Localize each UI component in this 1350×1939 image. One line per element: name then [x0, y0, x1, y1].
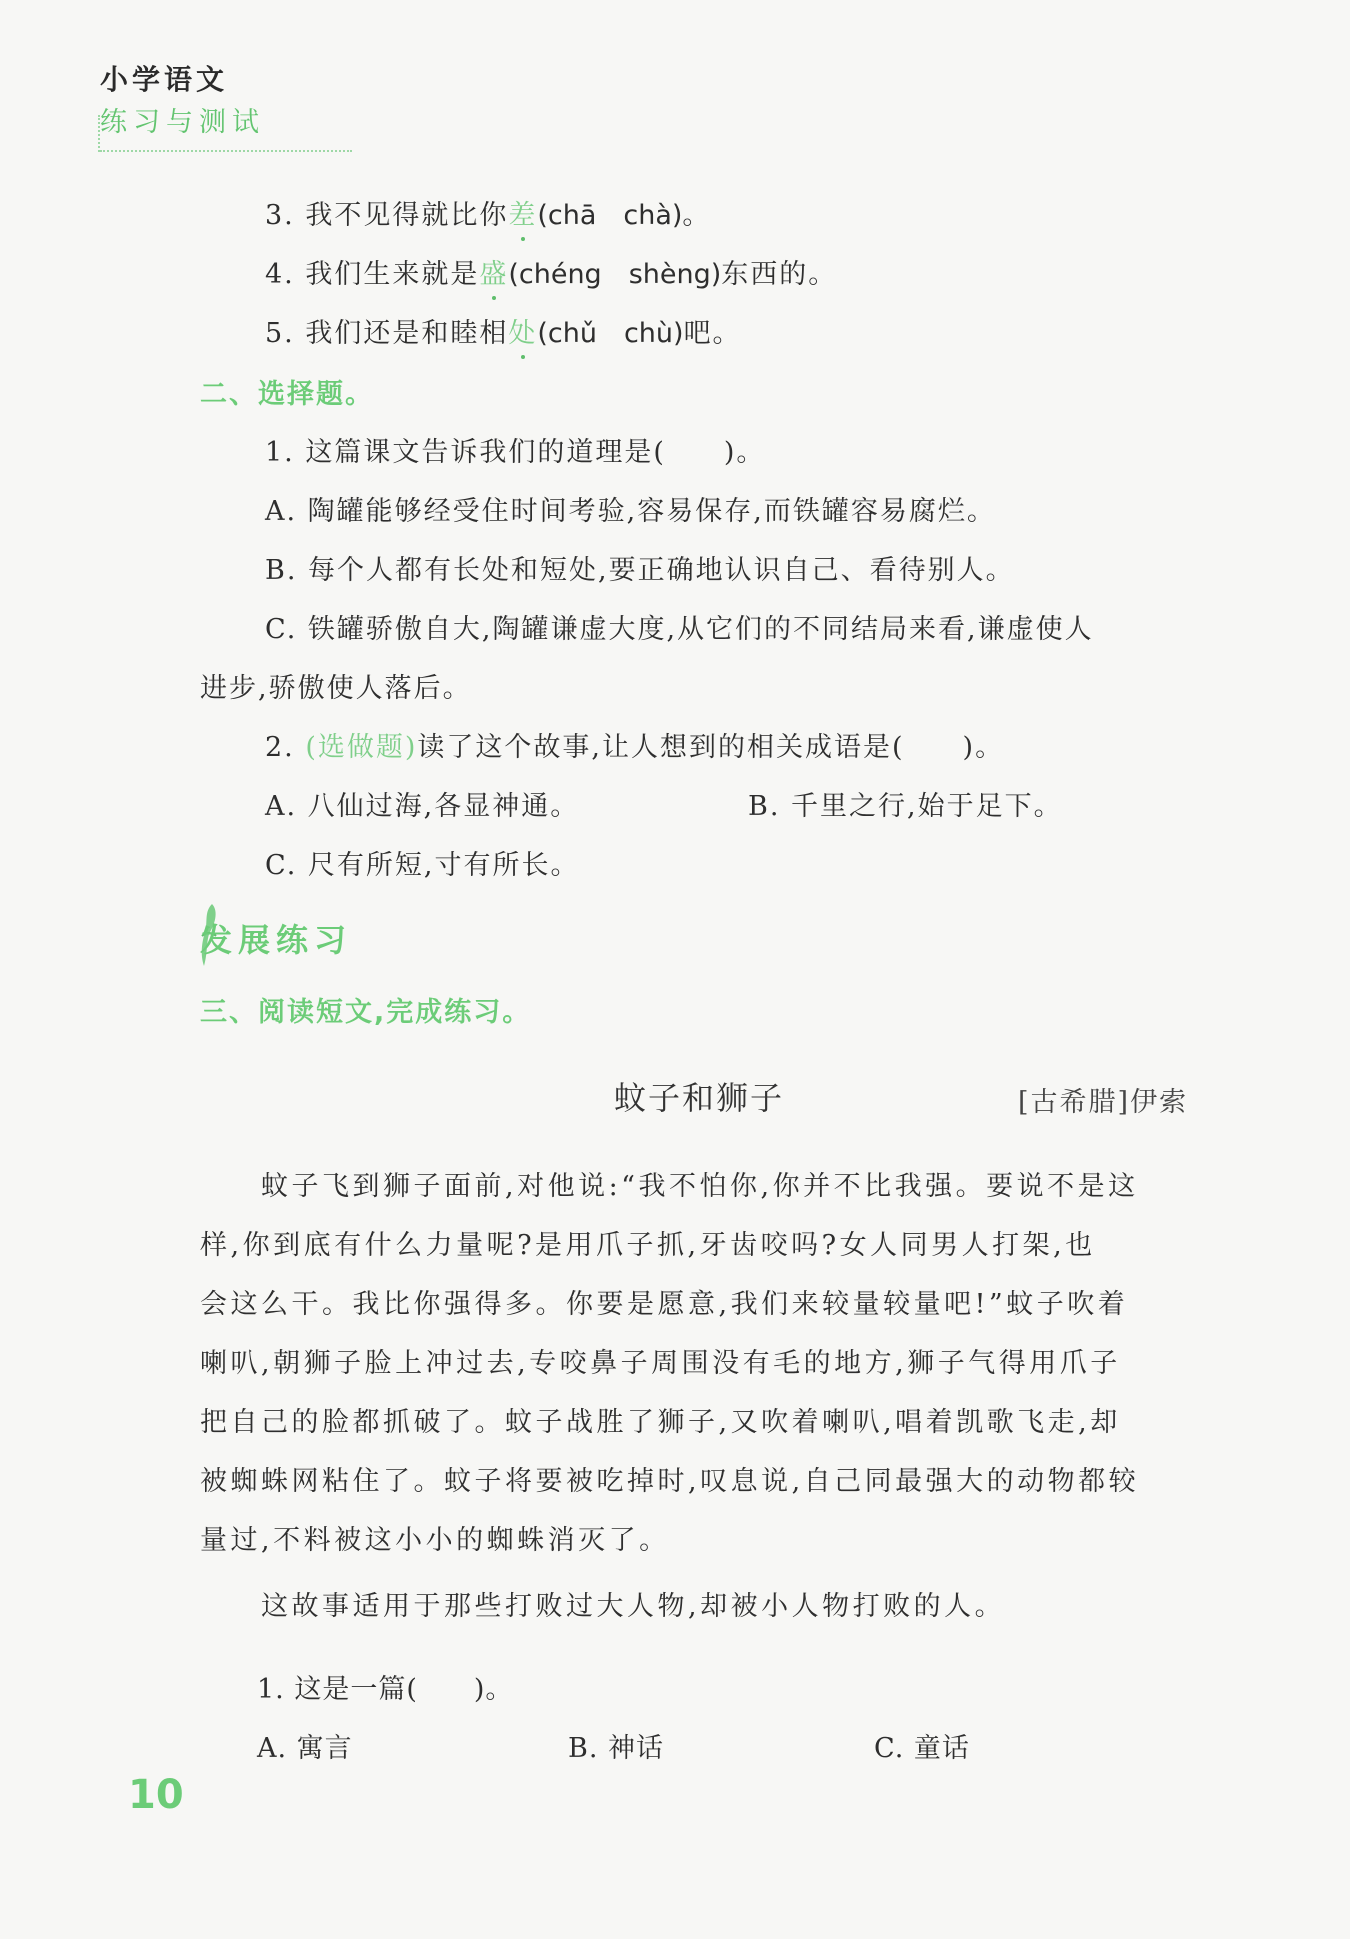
question-2-2-option-a: A. 八仙过海,各显神通。: [265, 791, 580, 822]
item-text: 3. 我不见得就比你: [265, 200, 509, 231]
pronunciation-item-3: [265, 193, 711, 232]
question-3-1: 1. 这是一篇( )。: [257, 1674, 514, 1705]
story-line-3: 会这么干。我比你强得多。你要是愿意,我们来较量较量吧!”蚊子吹着: [200, 1289, 1129, 1320]
highlighted-char: 盛: [479, 259, 509, 290]
item-text: 5. 我们还是和睦相: [265, 318, 509, 349]
pinyin-choices: (chǔ chù): [537, 318, 684, 349]
question-text: 读了这个故事,让人想到的相关成语是( )。: [417, 732, 1005, 763]
pronunciation-item-4: [265, 252, 837, 291]
story-line-7: 量过,不料被这小小的蜘蛛消灭了。: [200, 1525, 670, 1556]
pronunciation-item-5: [265, 311, 742, 350]
page-header: [100, 58, 265, 139]
question-3-1-option-c: C. 童话: [874, 1733, 970, 1764]
story-title: 蚊子和狮子: [614, 1079, 785, 1117]
story-moral: 这故事适用于那些打败过大人物,却被小人物打败的人。: [200, 1591, 1006, 1622]
pinyin-choices: (chéng shèng): [508, 259, 722, 290]
question-2-2-option-b: B. 千里之行,始于足下。: [748, 791, 1063, 822]
item-text-end: 吧。: [683, 318, 742, 349]
question-2-1-option-a: A. 陶罐能够经受住时间考验,容易保存,而铁罐容易腐烂。: [265, 496, 996, 527]
question-2-2-option-c: C. 尺有所短,寸有所长。: [265, 850, 580, 881]
header-divider: [100, 150, 352, 152]
question-2-1-option-c-cont: 进步,骄傲使人落后。: [200, 673, 472, 704]
question-2-2: [265, 725, 1004, 764]
page-number: 10: [128, 1772, 184, 1818]
section-2-heading: 二、选择题。: [200, 379, 374, 410]
section-3-heading: 三、阅读短文,完成练习。: [200, 997, 532, 1028]
question-2-1-option-b: B. 每个人都有长处和短处,要正确地认识自己、看待别人。: [265, 555, 1015, 586]
story-line-5: 把自己的脸都抓破了。蚊子战胜了狮子,又吹着喇叭,唱着凯歌飞走,却: [200, 1407, 1121, 1438]
item-text: 4. 我们生来就是: [265, 259, 480, 290]
question-3-1-option-a: A. 寓言: [257, 1733, 353, 1764]
question-2-1-option-c: C. 铁罐骄傲自大,陶罐谦虚大度,从它们的不同结局来看,谦虚使人: [265, 614, 1094, 645]
question-2-1: 1. 这篇课文告诉我们的道理是( )。: [265, 437, 766, 468]
item-text-end: 。: [682, 200, 712, 231]
story-line-1: 蚊子飞到狮子面前,对他说:“我不怕你,你并不比我强。要说不是这: [200, 1171, 1139, 1202]
highlighted-char: 处: [508, 318, 538, 349]
development-practice-title: 发展练习: [200, 921, 353, 959]
optional-note: (选做题): [305, 732, 418, 763]
story-line-2: 样,你到底有什么力量呢?是用爪子抓,牙齿咬吗?女人同男人打架,也: [200, 1230, 1096, 1261]
story-author: [古希腊]伊索: [1018, 1087, 1189, 1118]
question-number: 2.: [265, 732, 306, 763]
highlighted-char: 差: [508, 200, 538, 231]
header-divider-vertical: [98, 115, 100, 152]
story-line-6: 被蜘蛛网粘住了。蚊子将要被吃掉时,叹息说,自己同最强大的动物都较: [200, 1466, 1140, 1497]
item-text-end: 东西的。: [721, 259, 838, 290]
pinyin-choices: (chā chà): [537, 200, 683, 231]
book-title: 小学语文: [100, 63, 229, 96]
book-subtitle: 练习与测试: [100, 107, 265, 138]
story-line-4: 喇叭,朝狮子脸上冲过去,专咬鼻子周围没有毛的地方,狮子气得用爪子: [200, 1348, 1121, 1379]
question-3-1-option-b: B. 神话: [568, 1733, 665, 1764]
